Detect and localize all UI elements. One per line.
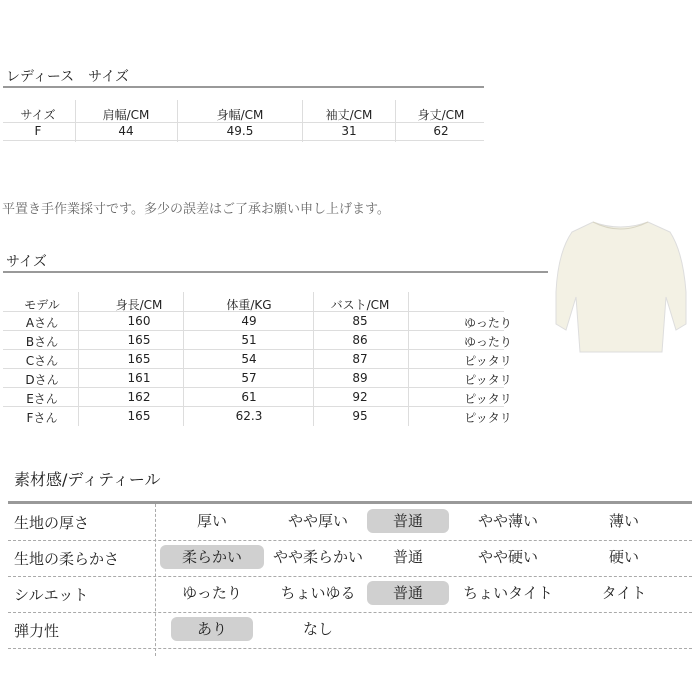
material-option: 厚い (196, 512, 227, 530)
table-cell: ピッタリ (464, 392, 512, 406)
table-cell: ピッタリ (464, 354, 512, 368)
material-option: やや硬い (477, 548, 538, 566)
table-cell: 61 (241, 390, 257, 404)
material-option: ゆったり (182, 584, 242, 602)
table-cell: 49 (241, 314, 257, 328)
table-cell: Cさん (25, 354, 59, 368)
material-option: 硬い (608, 548, 639, 566)
table-cell: 44 (118, 124, 134, 138)
material-option: やや薄い (477, 512, 538, 530)
column-header: サイズ (20, 108, 56, 122)
table-cell: Aさん (25, 316, 59, 330)
measurement-note: 平置き手作業採寸です。多少の誤差はご了承お願い申し上げます。 (2, 202, 390, 217)
sweater-measurement-diagram (480, 0, 700, 190)
column-header: 肩幅/CM (102, 108, 150, 122)
table-cell: 87 (352, 352, 368, 366)
material-option: ちょいゆる (280, 584, 356, 602)
material-option: タイト (601, 584, 647, 602)
material-option: やや柔らかい (272, 548, 363, 566)
material-option-selected: あり (171, 617, 253, 641)
table-cell: Fさん (26, 411, 58, 425)
table-cell: 49.5 (226, 124, 254, 138)
column-header: バスト/CM (330, 298, 390, 312)
model-table-title: サイズ (6, 254, 47, 270)
table-cell: 95 (352, 409, 368, 423)
column-header: 身幅/CM (216, 108, 264, 122)
table-cell: 92 (352, 390, 368, 404)
material-label: シルエット (14, 586, 89, 604)
table-cell: Bさん (25, 335, 59, 349)
column-divider (302, 100, 303, 142)
material-option-selected: 普通 (367, 581, 449, 605)
table-cell: ピッタリ (464, 373, 512, 387)
table-cell: ピッタリ (464, 411, 512, 425)
material-option: 普通 (392, 548, 423, 566)
material-row (8, 504, 692, 541)
material-option-selected: 柔らかい (160, 545, 264, 569)
row-divider (3, 406, 504, 407)
column-header: 身長/CM (115, 298, 163, 312)
row-divider (3, 140, 484, 141)
table-cell: 89 (352, 371, 368, 385)
table-cell: 165 (127, 333, 151, 347)
column-header: 身丈/CM (417, 108, 465, 122)
material-option: やや厚い (287, 512, 348, 530)
table-cell: 162 (127, 390, 151, 404)
material-option-selected: 普通 (367, 509, 449, 533)
size-table-title: レディース サイズ (6, 69, 130, 85)
row-divider (3, 330, 504, 331)
table-cell: 165 (127, 409, 151, 423)
table-cell: 54 (241, 352, 257, 366)
table-cell: 85 (352, 314, 368, 328)
column-divider (395, 100, 396, 142)
divider (3, 86, 484, 88)
material-row (8, 612, 692, 649)
material-option: なし (302, 620, 333, 638)
row-divider (3, 368, 504, 369)
column-header: 体重/KG (226, 298, 272, 312)
product-photo (548, 212, 693, 357)
table-cell: Dさん (25, 373, 59, 387)
material-title: 素材感/ディティール (14, 470, 161, 489)
material-label: 生地の厚さ (14, 514, 90, 532)
table-cell: 51 (241, 333, 257, 347)
table-cell: 57 (241, 371, 257, 385)
material-option: ちょいタイト (463, 584, 553, 602)
material-option: 薄い (608, 512, 639, 530)
row-divider (3, 349, 504, 350)
table-cell: 62 (433, 124, 449, 138)
table-cell: 161 (127, 371, 151, 385)
material-row (8, 540, 692, 577)
table-cell: Eさん (26, 392, 58, 406)
table-cell: ゆったり (464, 316, 512, 330)
table-cell: 86 (352, 333, 368, 347)
table-cell: 165 (127, 352, 151, 366)
column-divider (177, 100, 178, 142)
material-row (8, 576, 692, 613)
divider (3, 271, 548, 273)
column-header: モデル (24, 298, 60, 312)
material-label: 弾力性 (14, 622, 60, 640)
table-cell: 31 (341, 124, 357, 138)
column-divider (75, 100, 76, 142)
table-cell: 160 (127, 314, 151, 328)
column-header: 袖丈/CM (325, 108, 373, 122)
table-cell: ゆったり (464, 335, 512, 349)
table-cell: F (34, 124, 42, 138)
material-label: 生地の柔らかさ (14, 550, 120, 568)
row-divider (3, 387, 504, 388)
table-cell: 62.3 (235, 409, 263, 423)
